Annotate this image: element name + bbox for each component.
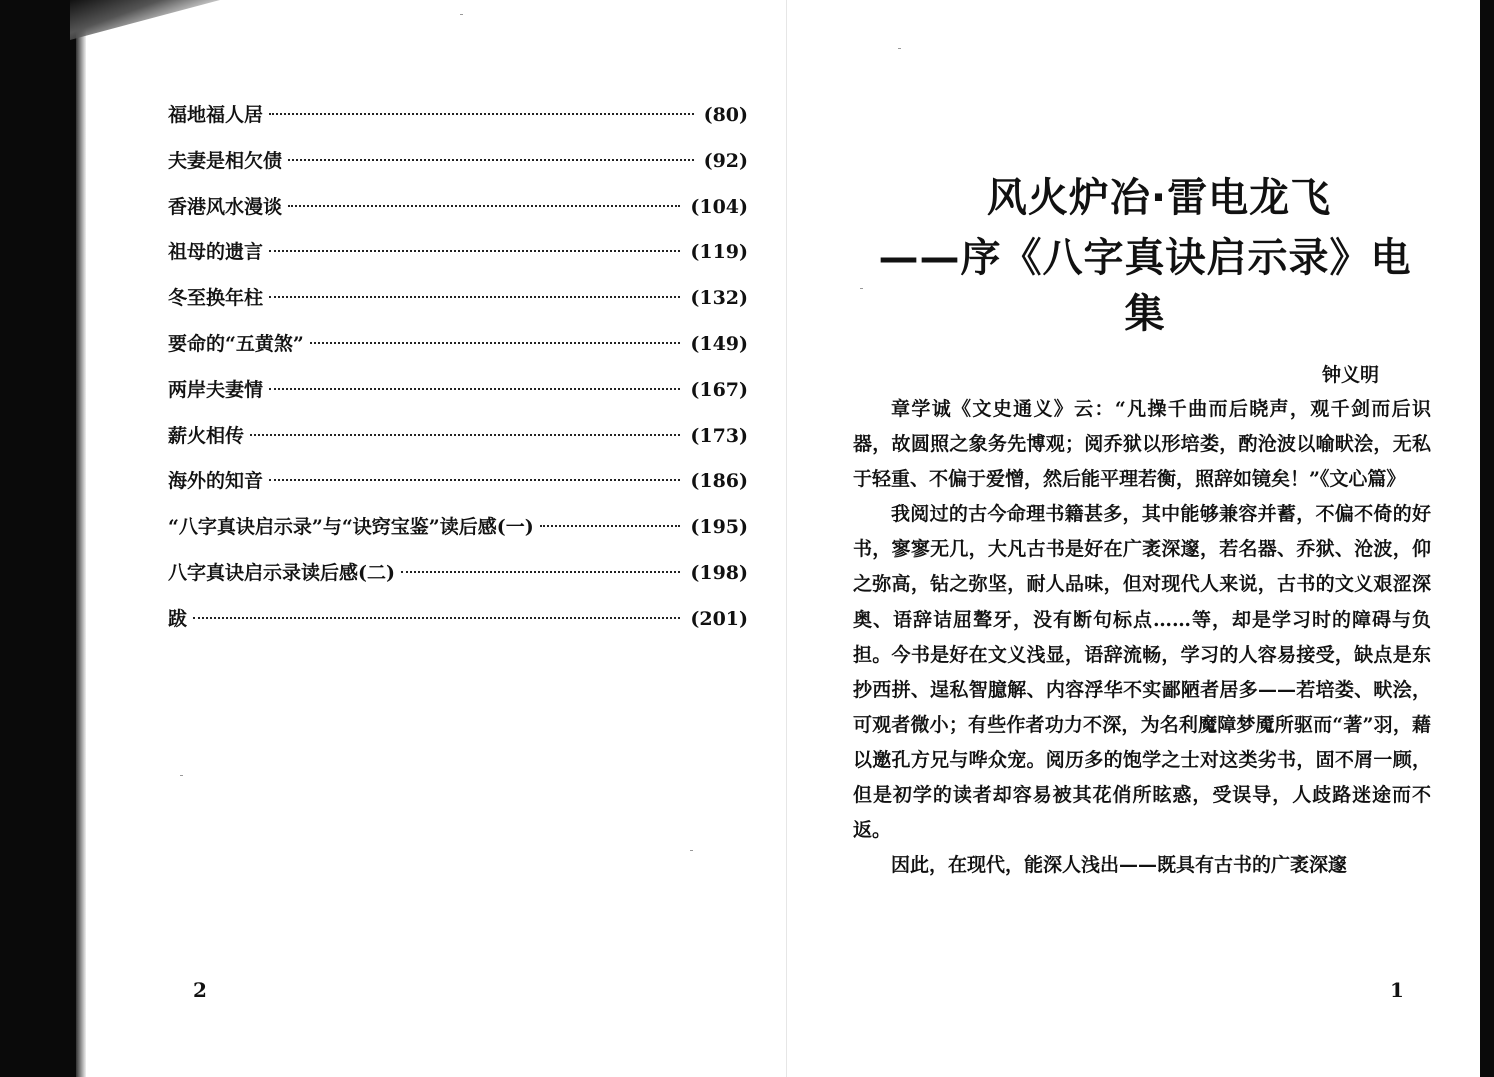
toc-entry[interactable]: [168, 283, 748, 329]
page-corner-fold: [70, 0, 220, 40]
toc-entry[interactable]: [168, 329, 748, 375]
toc-dot-leader: [269, 249, 680, 252]
toc-entry[interactable]: [168, 421, 748, 467]
toc-entry-page: (186): [690, 470, 748, 493]
toc-entry[interactable]: [168, 192, 748, 238]
toc-dot-leader: [288, 204, 680, 207]
body-paragraph: 章学诚《文史通义》云：“凡操千曲而后晓声，观千剑而后识器，故圆照之象务先博观；阅乔狱以形培娄，酌沧波以喻畎浍，无私于轻重、不偏于爱憎，然后能平理若衡，照辞如镜矣！”《文心篇》: [853, 398, 1431, 491]
toc-dot-leader: [540, 524, 681, 527]
right-page-number: 1: [1390, 978, 1404, 1002]
toc-entry[interactable]: [168, 100, 748, 146]
toc-dot-leader: [269, 295, 680, 298]
toc-entry-page: (119): [690, 241, 748, 264]
preface-title-line1: 风火炉冶·雷电龙飞: [986, 175, 1332, 221]
toc-entry-page: (149): [690, 332, 748, 355]
toc-entry-page: (173): [690, 424, 748, 447]
toc-entry-title: 八字真诀启示录读后感(二): [168, 561, 395, 584]
toc-entry-title: 要命的“五黄煞”: [168, 332, 304, 355]
preface-title-line2: ——序《八字真诀启示录》电集: [878, 235, 1412, 337]
toc-entry[interactable]: [168, 558, 748, 604]
toc-entry-page: (198): [690, 561, 748, 584]
toc-entry-page: (201): [690, 607, 748, 630]
body-paragraph: 因此，在现代，能深人浅出——既具有古书的广袤深邃: [891, 854, 1348, 877]
toc-entry-title: 夫妻是相欠债: [168, 149, 283, 172]
scan-speck: [460, 14, 463, 15]
toc-entry-title: 冬至换年柱: [168, 287, 264, 310]
preface-title: [860, 170, 1430, 342]
toc-entry-page: (167): [690, 378, 748, 401]
left-page-number: 2: [193, 978, 207, 1002]
toc-entry-title: 跋: [168, 607, 188, 630]
toc-entry[interactable]: [168, 237, 748, 283]
body-paragraph: 我阅过的古今命理书籍甚多，其中能够兼容并蓄，不偏不倚的好书，寥寥无几，大凡古书是好在广袤深邃，若名器、乔狱、沧波，仰之弥高，钻之弥坚，耐人品味，但对现代人来说，古书的文义艰涩深奥、语辞诘屈聱牙，没有断句标点……等，却是学习时的障碍与负担。今书是好在文义浅显，语辞流畅，学习的人容易接受，缺点是东抄西拼、逞私智臆解、内容浮华不实鄙陋者居多——若培娄、畎浍，可观者微小；有些作者功力不深，为名利魔障梦魇所驱而“著”羽，藉以邀孔方兄与哗众宠。阅历多的饱学之士对这类劣书，固不屑一顾，但是初学的读者却容易被其花俏所眩惑，受误导，人歧路迷途而不返。: [853, 503, 1431, 842]
toc-entry-page: (80): [703, 104, 748, 126]
toc-entry[interactable]: [168, 146, 748, 192]
table-of-contents: [168, 100, 748, 650]
toc-entry-page: (132): [690, 287, 748, 310]
preface-body: [853, 392, 1431, 883]
scan-speck: [180, 775, 183, 776]
toc-entry-title: 薪火相传: [168, 424, 245, 447]
toc-entry-page: (195): [690, 516, 748, 539]
scan-speck: [898, 48, 901, 49]
toc-entry[interactable]: [168, 466, 748, 512]
book-edge-shadow-right: [1480, 0, 1494, 1077]
toc-entry-title: 两岸夫妻情: [168, 378, 264, 401]
toc-entry-title: 海外的知音: [168, 470, 264, 493]
toc-dot-leader: [288, 158, 694, 161]
toc-entry[interactable]: [168, 375, 748, 421]
toc-entry-title: 福地福人居: [168, 104, 264, 126]
toc-entry[interactable]: [168, 604, 748, 650]
toc-entry[interactable]: [168, 512, 748, 558]
page-edge-gradient: [76, 0, 86, 1077]
page-gutter: [786, 0, 787, 1077]
toc-dot-leader: [269, 478, 680, 481]
toc-dot-leader: [193, 616, 680, 619]
toc-entry-page: (92): [703, 149, 748, 172]
preface-author: 钟义明: [1322, 364, 1380, 386]
scan-speck: [690, 850, 693, 851]
toc-dot-leader: [401, 570, 680, 573]
book-spine-shadow-left: [0, 0, 80, 1077]
toc-dot-leader: [310, 341, 681, 344]
toc-dot-leader: [269, 112, 694, 115]
toc-dot-leader: [250, 433, 680, 436]
toc-entry-title: 香港风水漫谈: [168, 195, 283, 218]
toc-entry-title: “八字真诀启示录”与“诀窍宝鉴”读后感(一): [168, 516, 534, 539]
toc-entry-page: (104): [690, 195, 748, 218]
toc-dot-leader: [269, 387, 680, 390]
toc-entry-title: 祖母的遗言: [168, 241, 264, 264]
